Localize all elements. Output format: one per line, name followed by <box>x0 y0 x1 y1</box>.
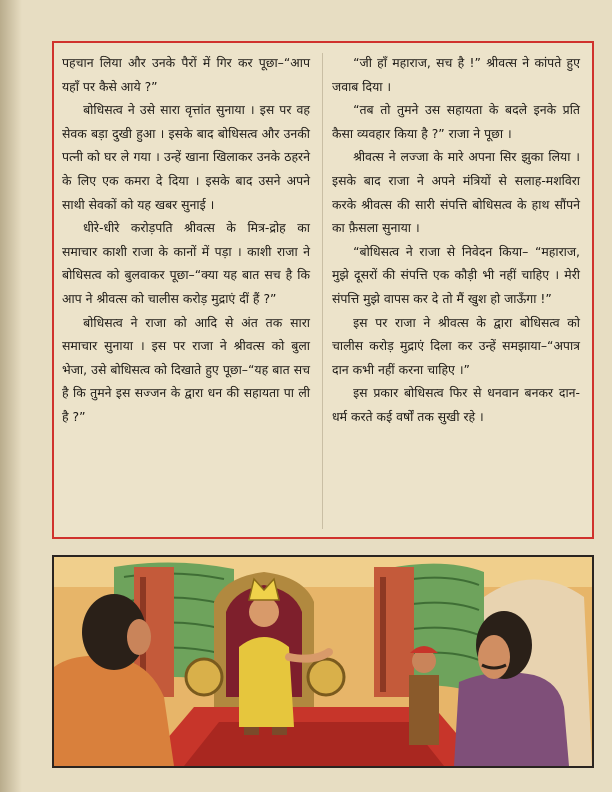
king-robe <box>239 637 294 727</box>
right-text-column <box>332 51 580 429</box>
paragraph: बोधिसत्व ने उसे सारा वृत्तांत सुनाया । इस पर वह सेवक बड़ा दुखी हुआ । इसके बाद बोधिसत्व और उनकी पत्नी को घर ले गया । उन्हें खाना खिलाकर उनके ठहरने के लिए एक कमरा दे दिया । इसके बाद उसने अपने साथी सेवकों को यह खबर सुनाई । <box>62 102 310 212</box>
page-spine-shadow <box>0 0 22 792</box>
paragraph: बोधिसत्व ने राजा को आदि से अंत तक सारा समाचार सुनाया । इस पर राजा ने श्रीवत्स को बुला भेजा, उसे बोधिसत्व को दिखाते हुए पूछा–“यह बात सच है कि तुमने इस सज्जन के द्वारा धन की सहायता पा ली है ?” <box>62 314 310 424</box>
paragraph: “तब तो तुमने उस सहायता के बदले इनके प्रति कैसा व्यवहार किया है ?” राजा ने पूछा । <box>332 102 580 141</box>
throne-arm-right <box>308 659 344 695</box>
court-scene-illustration <box>52 555 594 768</box>
figure-right-body <box>454 672 569 766</box>
paragraph: धीरे-धीरे करोड़पति श्रीवत्स के मित्र-द्रोह का समाचार काशी राजा के कानों में पड़ा । काशी राजा ने बोधिसत्व को बुलवाकर पूछा–“क्या यह बात सच है कि आप ने श्रीवत्स को चालीस करोड़ मुद्राएं दीं हैं ?” <box>62 220 310 306</box>
left-text-column <box>62 51 310 429</box>
paragraph: पहचान लिया और उनके पैरों में गिर कर पूछा–“आप यहाँ पर कैसे आये ?” <box>62 55 310 94</box>
paragraph: इस पर राजा ने श्रीवत्स के द्वारा बोधिसत्व को चालीस करोड़ मुद्राएं दिला कर उन्हें समझाया–“अपात्र दान कभी नहीं करना चाहिए ।” <box>332 314 580 377</box>
paragraph: “बोधिसत्व ने राजा से निवेदन किया– “महाराज, मुझे दूसरों की संपत्ति एक कौड़ी भी नहीं चाहिए । मेरी संपत्ति मुझे वापस कर दे तो मैं खुश हो जाऊँगा !” <box>332 243 580 306</box>
paragraph: श्रीवत्स ने लज्जा के मारे अपना सिर झुका लिया । इसके बाद राजा ने अपने मंत्रियों से सलाह-मशविरा करके श्रीवत्स की सारी संपत्ति बोधिसत्व के हाथ सौंपने का फ़ैसला सुनाया । <box>332 149 580 236</box>
story-text-frame <box>52 41 594 539</box>
figure-right-face <box>478 635 510 679</box>
column-divider <box>322 53 323 529</box>
throne-arm-left <box>186 659 222 695</box>
paragraph: इस प्रकार बोधिसत्व फिर से धनवान बनकर दान-धर्म करते कई वर्षों तक सुखी रहे । <box>332 385 580 424</box>
illustration-art <box>54 557 592 766</box>
king-head <box>249 597 279 627</box>
paragraph: “जी हाँ महाराज, सच है !” श्रीवत्स ने कांपते हुए जवाब दिया । <box>332 55 580 94</box>
attendant-body <box>409 675 439 745</box>
